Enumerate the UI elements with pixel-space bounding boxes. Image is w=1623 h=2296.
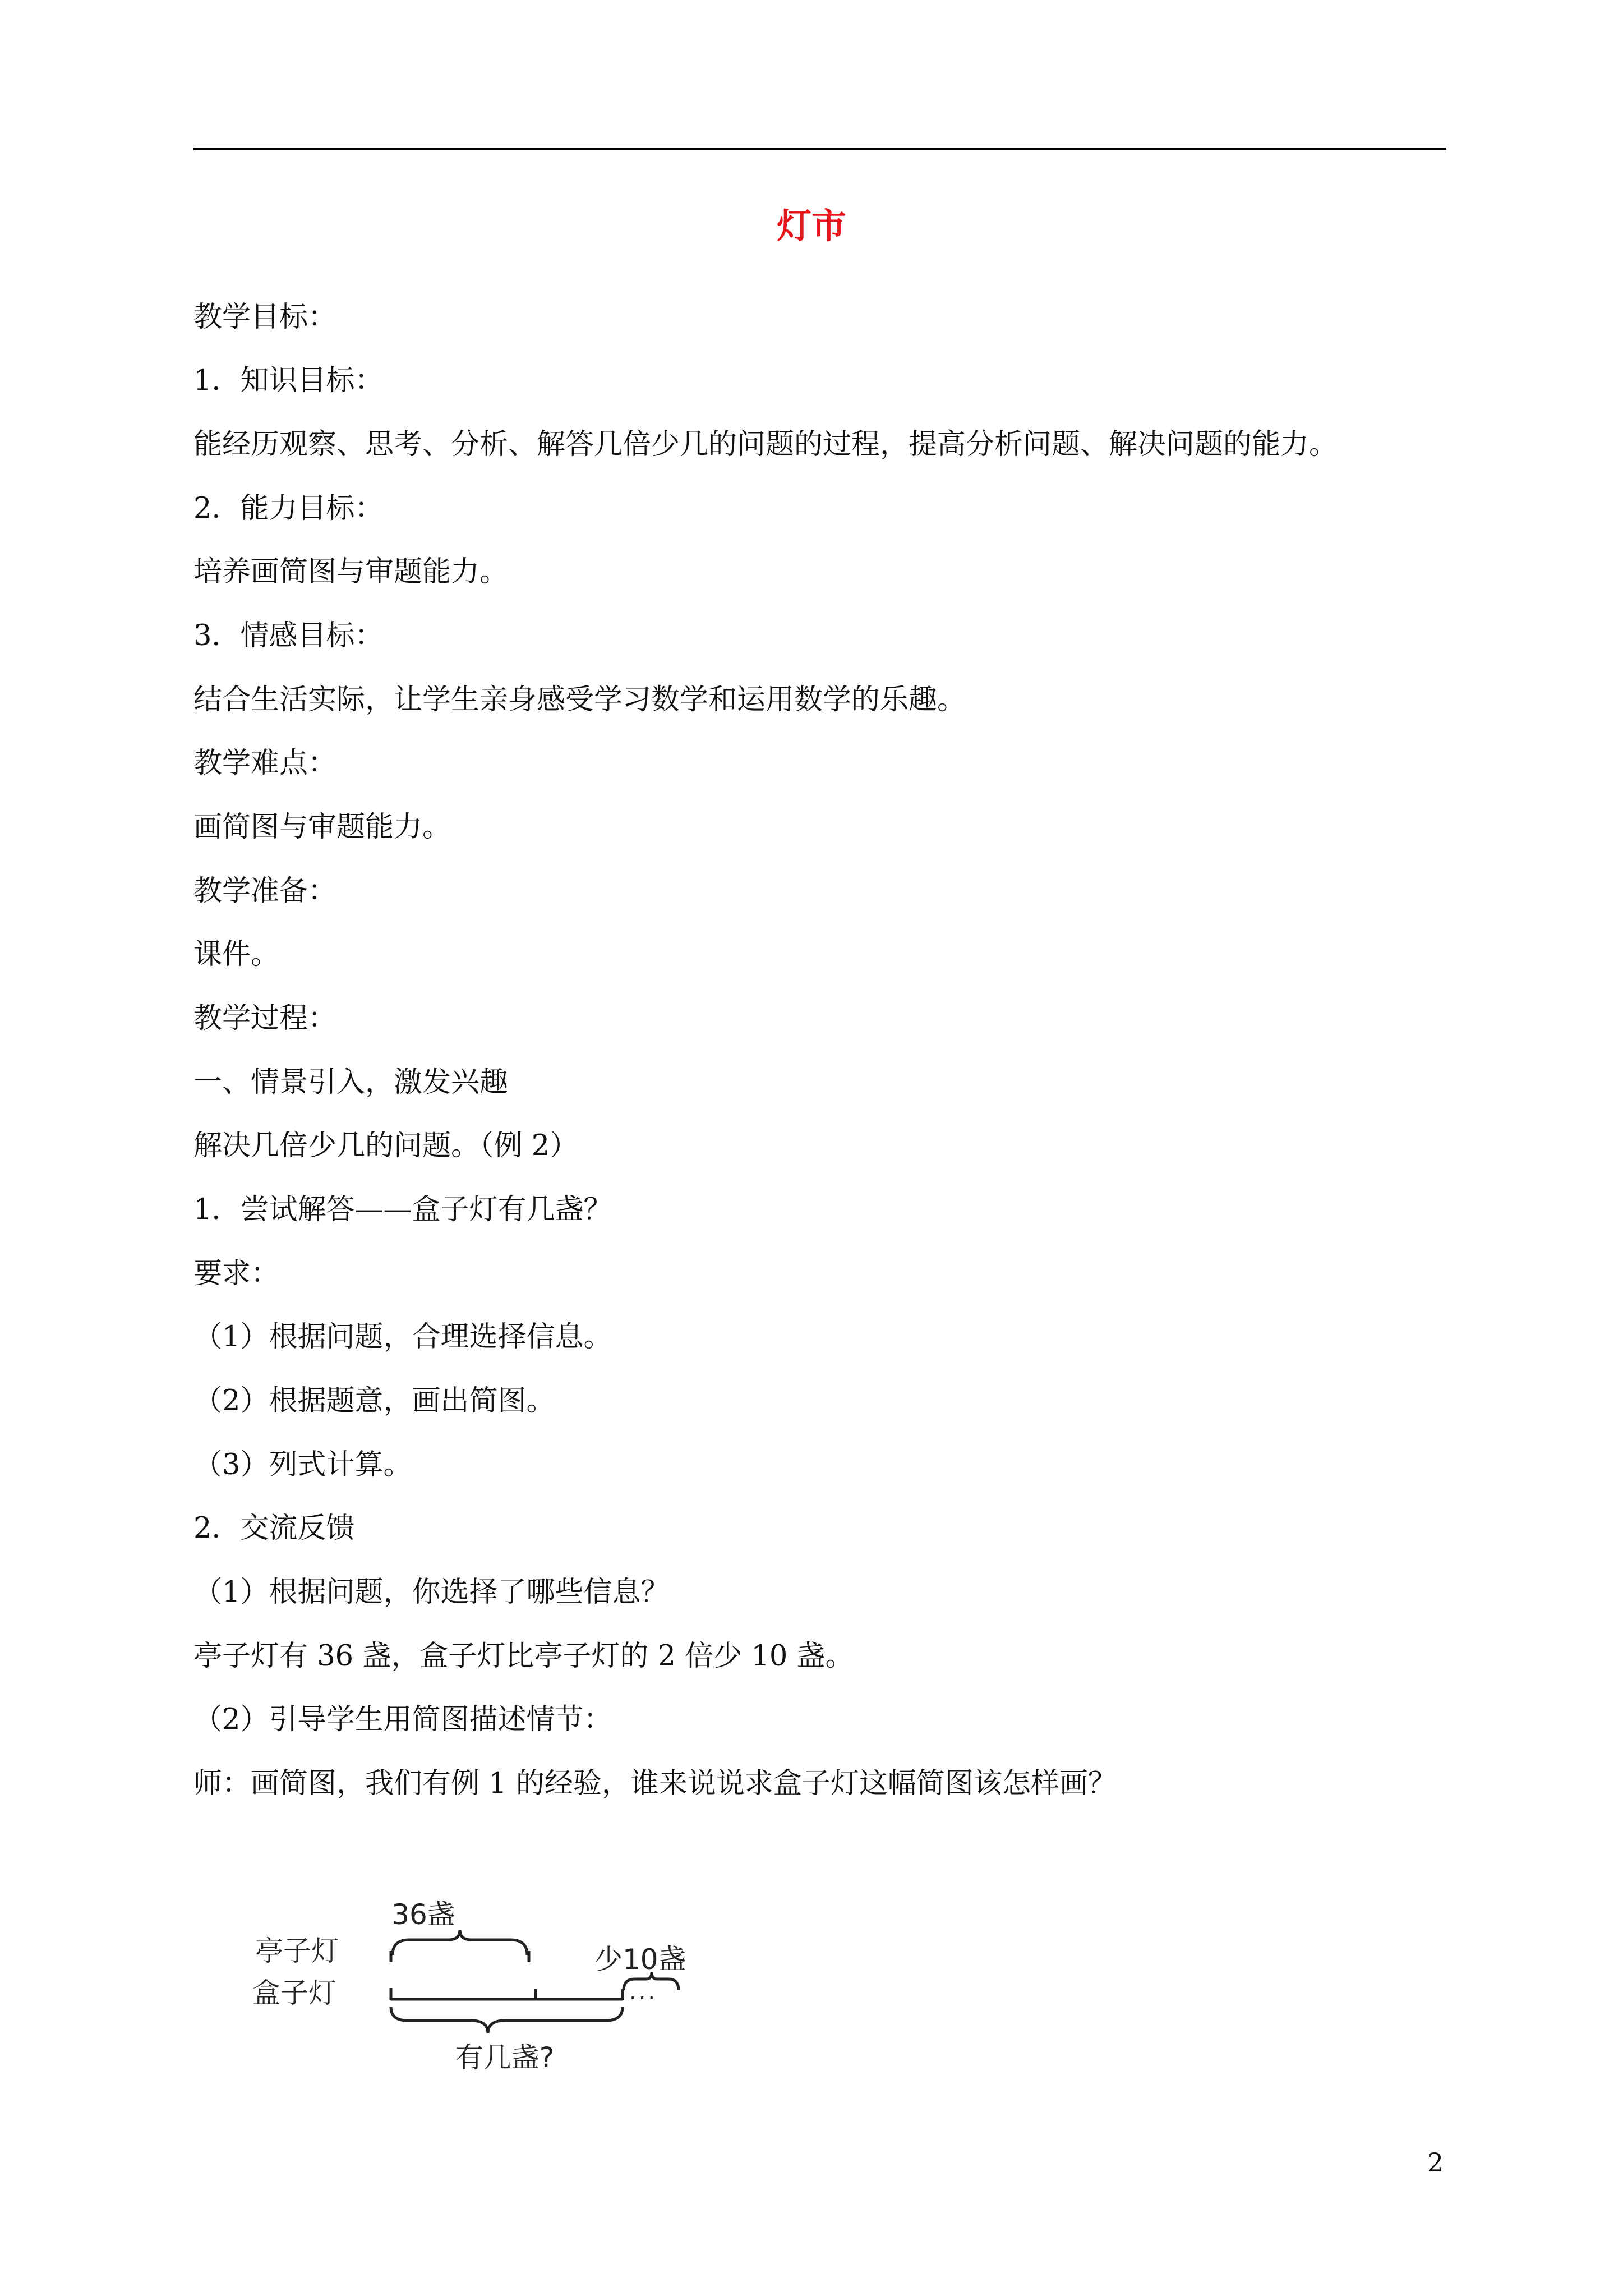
requirement-2: （2）根据题意，画出简图。	[193, 1384, 555, 1418]
less-ten-label: 少10盏	[594, 1943, 686, 1976]
difficulty-text: 画简图与审题能力。	[193, 811, 451, 844]
requirement-3: （3）列式计算。	[193, 1448, 412, 1481]
heading-difficulty: 教学难点：	[193, 747, 337, 780]
goal-emotion-heading: 3．情感目标：	[193, 619, 384, 652]
question-label: 有几盏?	[455, 2041, 555, 2074]
heading-preparation: 教学准备：	[193, 875, 337, 908]
goal-ability-text: 培养画简图与审题能力。	[193, 555, 509, 588]
page-number: 2	[1427, 2147, 1444, 2178]
row-label-box-lamp: 盒子灯	[252, 1977, 336, 2009]
remainder-dots: ...	[629, 1979, 658, 2005]
goal-emotion-text: 结合生活实际，让学生亲身感受学习数学和运用数学的乐趣。	[193, 683, 966, 716]
heading-teaching-goals: 教学目标：	[193, 301, 337, 334]
goal-ability-heading: 2．能力目标：	[193, 492, 384, 525]
requirement-1: （1）根据问题，合理选择信息。	[193, 1320, 612, 1354]
top-value-label: 36盏	[391, 1898, 455, 1931]
header-rule	[193, 148, 1446, 150]
teacher-prompt: 师：画简图，我们有例 1 的经验，谁来说说求盒子灯这幅简图该怎样画？	[193, 1767, 1117, 1800]
top-brace	[393, 1930, 527, 1955]
page-title: 灯市	[776, 205, 846, 246]
preparation-text: 课件。	[193, 938, 280, 971]
step-2-heading: 2．交流反馈	[193, 1512, 355, 1545]
feedback-answer-1: 亭子灯有 36 盏，盒子灯比亭子灯的 2 倍少 10 盏。	[193, 1640, 854, 1673]
example-intro: 解决几倍少几的问题。（例 2）	[193, 1129, 579, 1162]
feedback-question-2: （2）引导学生用简图描述情节：	[193, 1703, 612, 1736]
row-label-pavilion-lamp: 亭子灯	[255, 1935, 339, 1967]
goal-knowledge-heading: 1．知识目标：	[193, 364, 384, 397]
requirements-heading: 要求：	[193, 1257, 280, 1290]
goal-knowledge-text: 能经历观察、思考、分析、解答几倍少几的问题的过程，提高分析问题、解决问题的能力。	[193, 428, 1338, 461]
section-one-heading: 一、情景引入，激发兴趣	[193, 1066, 509, 1099]
line-segment-diagram	[224, 1890, 729, 2092]
step-1-heading: 1．尝试解答——盒子灯有几盏？	[193, 1193, 612, 1226]
bottom-brace	[391, 2007, 623, 2033]
feedback-question-1: （1）根据问题，你选择了哪些信息？	[193, 1576, 670, 1609]
heading-process: 教学过程：	[193, 1002, 337, 1035]
